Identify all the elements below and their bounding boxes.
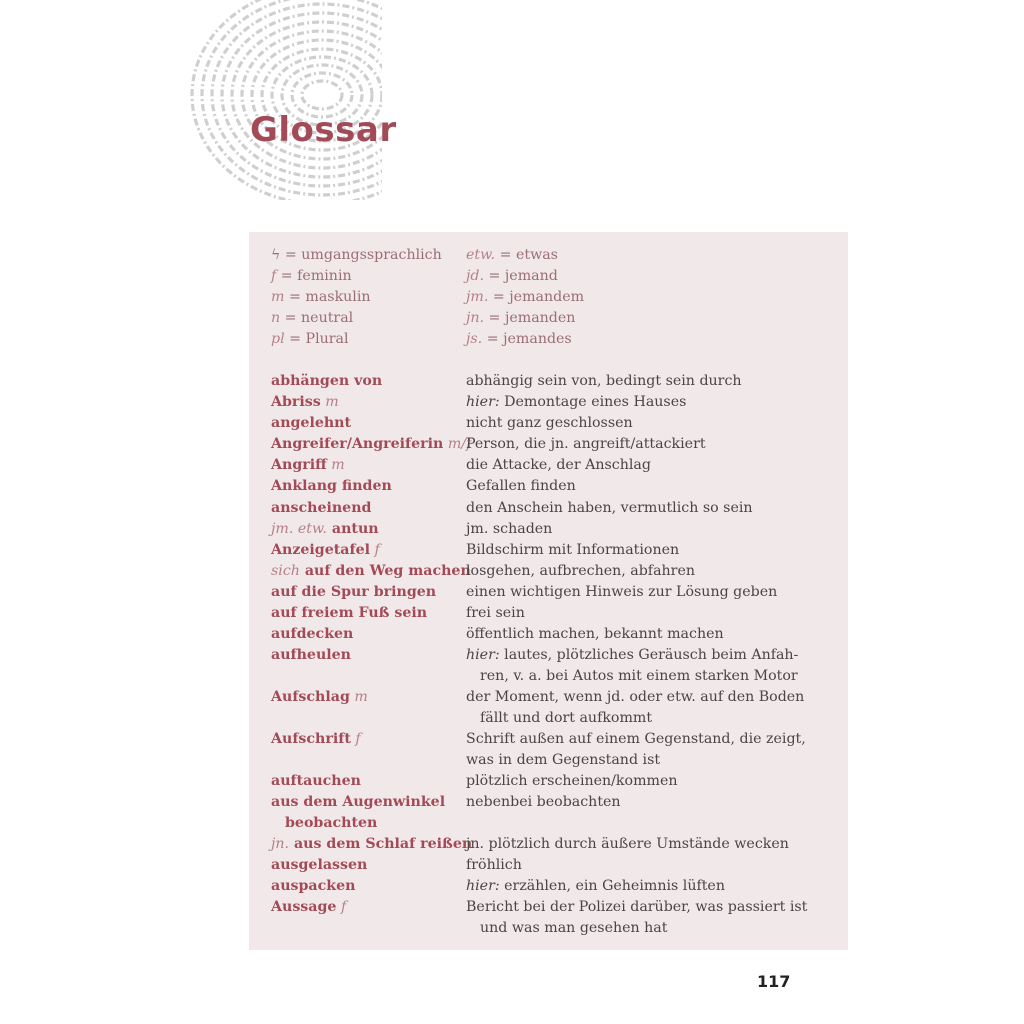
fingerprint-graphic bbox=[172, 0, 382, 200]
glossary-entry bbox=[271, 561, 831, 582]
entry-term: aufdecken bbox=[271, 625, 354, 642]
entry-definition: Demontage eines Hauses bbox=[499, 394, 687, 411]
glossary-entry bbox=[271, 645, 831, 666]
entry-definition: Bildschirm mit Informationen bbox=[466, 541, 680, 558]
entry-definition: abhängig sein von, bedingt sein durch bbox=[466, 373, 742, 390]
entry-term: Aufschlag bbox=[271, 688, 350, 705]
abbreviation-row bbox=[271, 266, 831, 287]
entry-definition: nicht ganz geschlossen bbox=[466, 415, 633, 432]
entry-definition: die Attacke, der Anschlag bbox=[466, 457, 651, 474]
entry-definition: der Moment, wenn jd. oder etw. auf den Boden bbox=[466, 688, 805, 705]
glossary-entry bbox=[271, 519, 831, 540]
glossary-entry bbox=[271, 792, 831, 813]
entry-term: abhängen von bbox=[271, 373, 383, 390]
abbr-symbol: m bbox=[271, 289, 285, 306]
entry-definition: nebenbei beobachten bbox=[466, 794, 621, 811]
abbr-symbol: jd. bbox=[466, 268, 484, 285]
glossary-entry bbox=[271, 834, 831, 855]
abbreviation-row bbox=[271, 245, 831, 266]
entry-gender: f bbox=[350, 731, 361, 748]
abbr-meaning: = etwas bbox=[495, 247, 558, 263]
abbr-meaning: = Plural bbox=[284, 331, 349, 348]
entry-term: aufheulen bbox=[271, 646, 351, 663]
entry-gender: m bbox=[320, 394, 339, 411]
entry-definition: frei sein bbox=[466, 604, 525, 621]
abbr-meaning: = maskulin bbox=[284, 289, 371, 306]
entry-term-continued: beobachten bbox=[285, 815, 378, 832]
entry-label: hier: bbox=[466, 646, 500, 663]
entry-prefix: jm. etw. bbox=[271, 520, 327, 537]
entry-definition-continued: fällt und dort aufkommt bbox=[480, 709, 653, 726]
entry-definition: losgehen, aufbrechen, abfahren bbox=[466, 562, 695, 579]
entry-definition-continued: ren, v. a. bei Autos mit einem starken Motor bbox=[480, 667, 798, 684]
entry-term: Anklang finden bbox=[271, 478, 392, 495]
abbr-symbol: jm. bbox=[466, 289, 489, 306]
entry-definition: den Anschein haben, vermutlich so sein bbox=[466, 499, 753, 516]
glossary-entry bbox=[271, 897, 831, 918]
entry-definition: einen wichtigen Hinweis zur Lösung geben bbox=[466, 583, 778, 600]
glossary-entry bbox=[271, 771, 831, 792]
glossary-entry-continuation bbox=[271, 708, 831, 729]
entry-label: hier: bbox=[466, 394, 500, 411]
abbr-symbol: f bbox=[271, 268, 277, 285]
entry-term: auftauchen bbox=[271, 773, 361, 790]
entry-term: auf freiem Fuß sein bbox=[271, 604, 428, 621]
glossary-entry bbox=[271, 392, 831, 413]
glossary-entry-continuation bbox=[271, 750, 831, 771]
entry-definition: Person, die jn. angreift/attackiert bbox=[466, 436, 706, 453]
glossary-list bbox=[271, 245, 831, 940]
glossary-entry bbox=[271, 434, 831, 455]
entry-gender: m bbox=[326, 457, 345, 474]
entry-term: aus dem Augenwinkel bbox=[271, 794, 446, 811]
entry-gender: f bbox=[336, 899, 347, 916]
entry-term: antun bbox=[326, 520, 379, 537]
glossary-entry bbox=[271, 476, 831, 497]
entry-term: auspacken bbox=[271, 878, 356, 895]
entry-gender: m bbox=[349, 688, 368, 705]
entry-term: Angriff bbox=[271, 457, 327, 474]
entry-definition-continued: was in dem Gegenstand ist bbox=[466, 752, 661, 769]
glossary-entry bbox=[271, 624, 831, 645]
entry-term: auf den Weg machen bbox=[299, 562, 471, 579]
glossary-entry bbox=[271, 729, 831, 750]
abbr-meaning: = neutral bbox=[280, 310, 354, 327]
entry-term: Aufschrift bbox=[271, 731, 351, 748]
entry-definition: Bericht bei der Polizei darüber, was passiert ist bbox=[466, 899, 808, 916]
entry-term: aus dem Schlaf reißen bbox=[289, 836, 473, 853]
entry-term: anscheinend bbox=[271, 499, 372, 516]
entry-term: angelehnt bbox=[271, 415, 352, 432]
entry-definition: jn. plötzlich durch äußere Umstände wecken bbox=[466, 836, 789, 853]
abbr-symbol: ϟ bbox=[271, 247, 281, 263]
abbr-meaning: = jemand bbox=[484, 268, 558, 285]
glossary-entry bbox=[271, 876, 831, 897]
entry-definition: lautes, plötzliches Geräusch beim Anfah- bbox=[499, 646, 799, 663]
entry-definition: plötzlich erscheinen/kommen bbox=[466, 773, 678, 790]
abbr-meaning: = jemandem bbox=[488, 289, 585, 306]
abbr-meaning: = feminin bbox=[276, 268, 352, 285]
entry-prefix: sich bbox=[271, 562, 300, 579]
glossary-entry bbox=[271, 540, 831, 561]
entry-gender: f bbox=[370, 541, 380, 558]
page-title: Glossar bbox=[250, 110, 397, 150]
entry-prefix: jn. bbox=[271, 836, 290, 853]
entry-definition: Gefallen finden bbox=[466, 478, 576, 495]
abbreviation-row bbox=[271, 287, 831, 308]
abbr-symbol: jn. bbox=[466, 310, 485, 327]
glossary-entry-continuation bbox=[271, 918, 831, 939]
abbr-symbol: etw. bbox=[466, 247, 496, 263]
glossary-entry-continuation bbox=[271, 666, 831, 687]
abbreviation-row bbox=[271, 308, 831, 329]
entry-definition-continued: und was man gesehen hat bbox=[480, 920, 668, 937]
abbr-meaning: = jemanden bbox=[484, 310, 576, 327]
glossary-entry bbox=[271, 371, 831, 392]
glossary-entry bbox=[271, 413, 831, 434]
entry-term: Anzeigetafel bbox=[271, 541, 371, 558]
entry-definition: öffentlich machen, bekannt machen bbox=[466, 625, 724, 642]
abbr-meaning: = umgangssprachlich bbox=[280, 247, 442, 263]
entry-definition: jm. schaden bbox=[466, 520, 553, 537]
entry-term: Abriss bbox=[271, 394, 321, 411]
entry-term: ausgelassen bbox=[271, 857, 368, 874]
entry-term: Aussage bbox=[271, 899, 337, 916]
glossary-entry bbox=[271, 582, 831, 603]
entry-term: auf die Spur bringen bbox=[271, 583, 437, 600]
glossary-entry-continuation bbox=[271, 813, 831, 834]
glossary-entry bbox=[271, 603, 831, 624]
abbreviation-row bbox=[271, 329, 831, 350]
section-gap bbox=[271, 350, 831, 371]
entry-gender: m/f bbox=[443, 436, 472, 453]
page-number: 117 bbox=[757, 972, 791, 991]
glossary-entry bbox=[271, 855, 831, 876]
abbr-symbol: pl bbox=[271, 331, 285, 348]
glossary-entry bbox=[271, 687, 831, 708]
glossary-entry bbox=[271, 498, 831, 519]
abbr-symbol: n bbox=[271, 310, 281, 327]
entry-definition: Schrift außen auf einem Gegenstand, die zeigt, bbox=[466, 731, 806, 748]
abbr-symbol: js. bbox=[466, 331, 483, 348]
entry-definition: erzählen, ein Geheimnis lüften bbox=[499, 878, 725, 895]
entry-definition: fröhlich bbox=[466, 857, 522, 874]
entry-term: Angreifer/Angreiferin bbox=[271, 436, 444, 453]
entry-label: hier: bbox=[466, 878, 500, 895]
abbr-meaning: = jemandes bbox=[482, 331, 572, 348]
glossary-entry bbox=[271, 455, 831, 476]
